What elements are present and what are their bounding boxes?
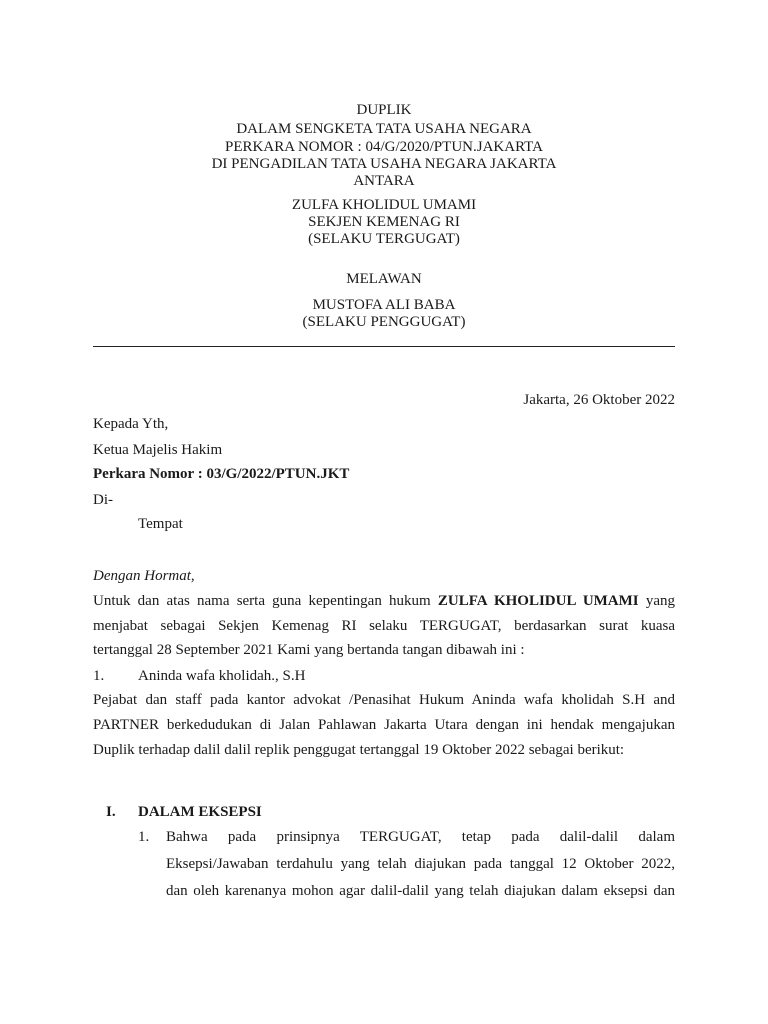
case-number-header: PERKARA NOMOR : 04/G/2020/PTUN.JAKARTA <box>225 139 543 155</box>
address-place: Tempat <box>138 516 183 532</box>
plaintiff-name: MUSTOFA ALI BABA <box>312 297 456 313</box>
list-number: 1. <box>93 668 105 684</box>
section-numeral: I. <box>106 804 116 820</box>
greeting: Dengan Hormat, <box>93 568 195 584</box>
document-title: DUPLIK <box>356 102 412 118</box>
plaintiff-role: (SELAKU PENGGUGAT) <box>302 314 466 330</box>
paragraph-1-line-1 <box>93 592 675 610</box>
section-item-number: 1. <box>138 829 150 845</box>
between-label: ANTARA <box>353 173 415 189</box>
header-divider <box>93 346 675 347</box>
dispute-type: DALAM SENGKETA TATA USAHA NEGARA <box>236 121 532 137</box>
defendant-title: SEKJEN KEMENAG RI <box>308 214 460 230</box>
list-item: Aninda wafa kholidah., S.H <box>138 668 306 684</box>
paragraph-1-line-2: menjabat sebagai Sekjen Kemenag RI selaku TERGUGAT, berdasarkan surat kuasa <box>93 618 675 634</box>
client-name: ZULFA KHOLIDUL UMAMI <box>437 593 639 609</box>
defendant-role: (SELAKU TERGUGAT) <box>308 231 460 247</box>
address-case-number: Perkara Nomor : 03/G/2022/PTUN.JKT <box>93 466 350 482</box>
court-name: DI PENGADILAN TATA USAHA NEGARA JAKARTA <box>211 156 557 172</box>
paragraph-1-line-3: tertanggal 28 September 2021 Kami yang bertanda tangan dibawah ini : <box>93 642 525 658</box>
paragraph-1-text: Untuk dan atas nama serta guna kepentingan hukum <box>93 593 431 609</box>
place-date: Jakarta, 26 Oktober 2022 <box>523 392 675 408</box>
section-title: DALAM EKSEPSI <box>138 804 262 820</box>
section-item-line-3: dan oleh karenanya mohon agar dalil-dalil yang telah diajukan dalam eksepsi dan <box>166 883 675 899</box>
address-to: Kepada Yth, <box>93 416 169 432</box>
paragraph-2-line-2: PARTNER berkedudukan di Jalan Pahlawan Jakarta Utara dengan ini hendak mengajukan <box>93 717 675 733</box>
paragraph-1-text-end: yang <box>645 593 675 609</box>
versus-label: MELAWAN <box>346 271 422 287</box>
paragraph-2-line-1: Pejabat dan staff pada kantor advokat /Penasihat Hukum Aninda wafa kholidah S.H and <box>93 692 675 708</box>
section-item-line-1: Bahwa pada prinsipnya TERGUGAT, tetap pada dalil-dalil dalam <box>166 829 675 845</box>
address-recipient: Ketua Majelis Hakim <box>93 442 223 458</box>
paragraph-2-line-3: Duplik terhadap dalil dalil replik penggugat tertanggal 19 Oktober 2022 sebagai berikut: <box>93 742 625 758</box>
address-di: Di- <box>93 492 113 508</box>
defendant-name: ZULFA KHOLIDUL UMAMI <box>291 197 477 213</box>
section-item-line-2: Eksepsi/Jawaban terdahulu yang telah diajukan pada tanggal 12 Oktober 2022, <box>166 856 675 872</box>
